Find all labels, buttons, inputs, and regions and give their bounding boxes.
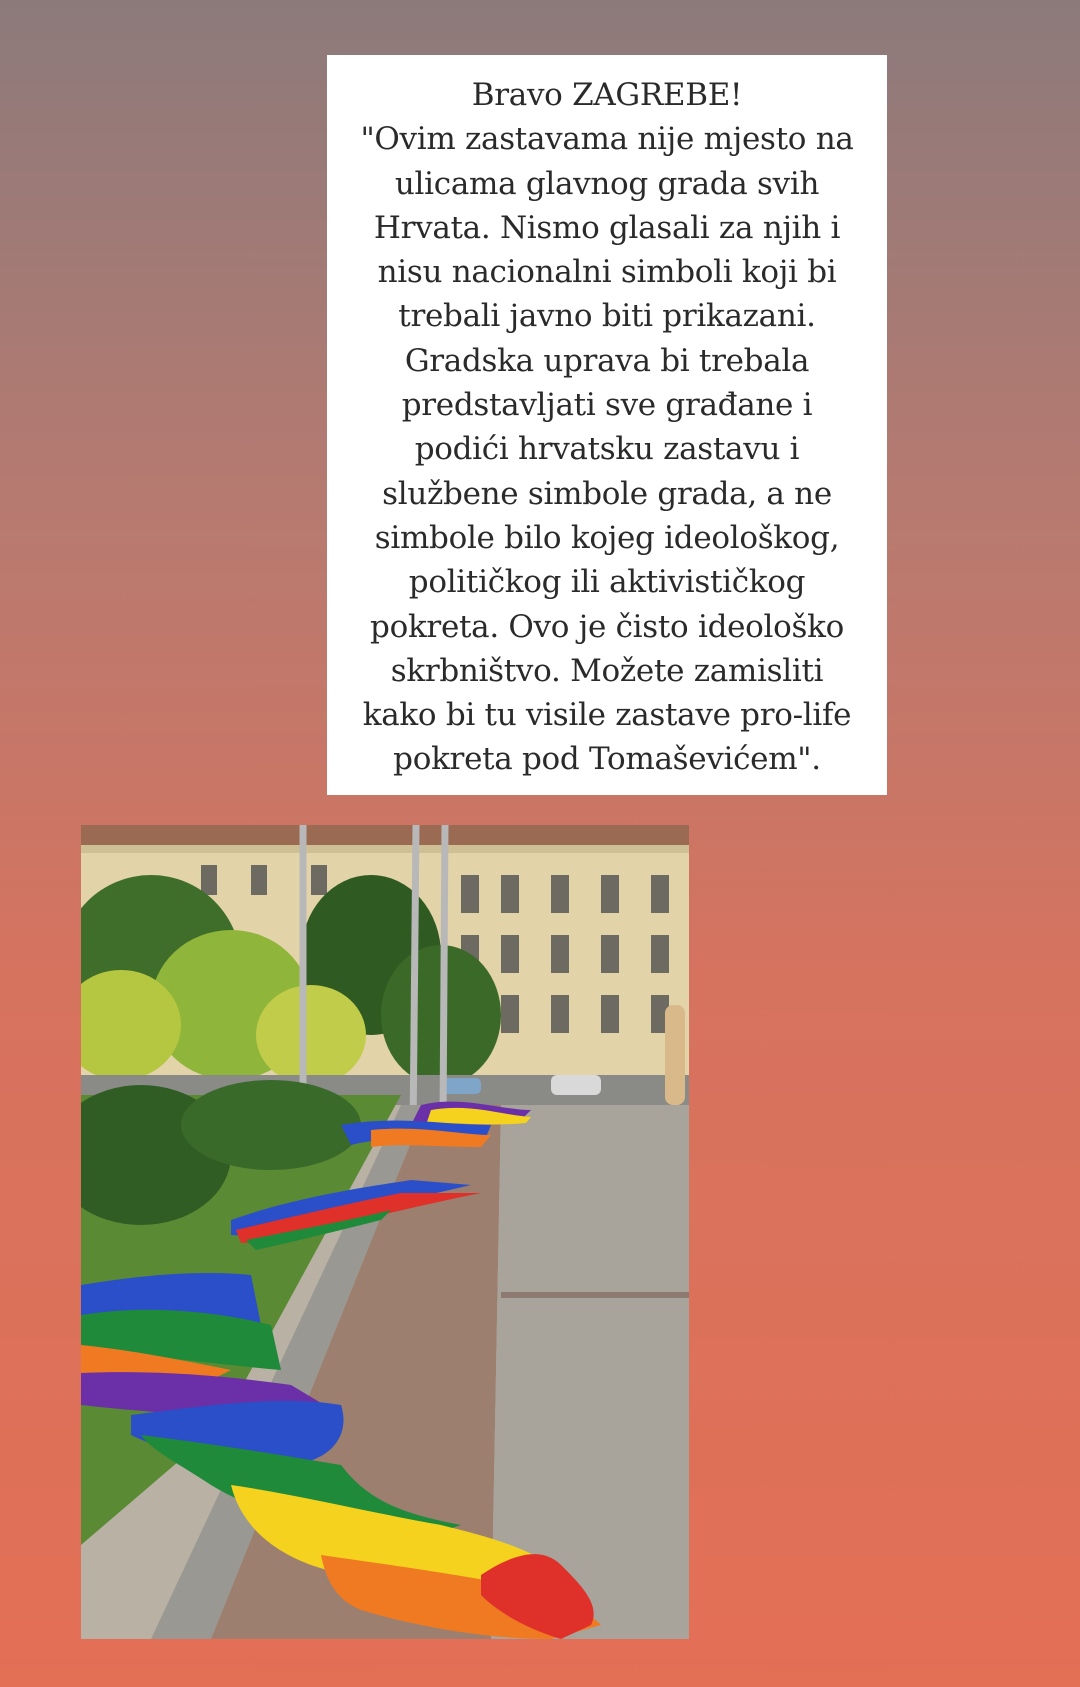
quote-card [327,55,887,795]
quote-line: političkog ili aktivističkog [408,564,806,601]
car [551,1075,601,1095]
quote-line: podići hrvatsku zastavu i [414,431,800,468]
quote-line: simbole bilo kojeg ideološkog, [374,519,840,556]
quote-line: Gradska uprava bi trebala [404,342,810,379]
quote-line: "Ovim zastavama nije mjesto na [360,121,854,158]
quote-line: Hrvata. Nismo glasali za njih i [373,209,841,246]
quote-line: službene simbole grada, a ne [382,475,832,512]
quote-line: ulicama glavnog grada svih [394,165,820,202]
quote-line: nisu nacionalni simboli koji bi [377,254,837,291]
pedestrian [665,1005,685,1105]
quote-line: kako bi tu visile zastave pro-life [362,697,852,734]
quote-line: pokreta. Ovo je čisto ideološko [370,608,844,645]
car [441,1078,481,1094]
photo-rainbow-flags-on-ground [81,825,689,1639]
quote-line: trebali javno biti prikazani. [398,298,816,335]
building-roof [81,825,689,845]
street-photo [81,825,689,1639]
quote-title: Bravo ZAGREBE! [471,77,743,113]
quote-line: pokreta pod Tomaševićem". [393,741,821,778]
quote-line: predstavljati sve građane i [401,387,813,424]
quote-line: skrbništvo. Možete zamisliti [390,652,824,689]
